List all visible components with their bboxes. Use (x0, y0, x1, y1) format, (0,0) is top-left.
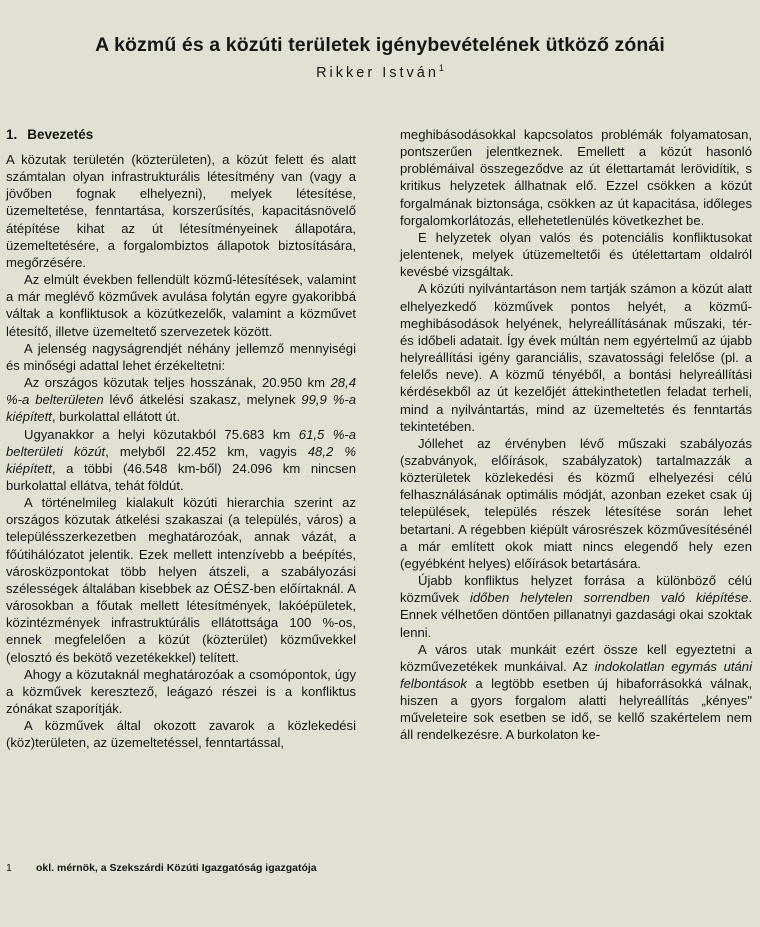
emphasized-text: 28,4 %-a belterületen (6, 375, 356, 408)
paragraph (6, 494, 356, 666)
text-run: lévő átkelési szakasz, melynek (103, 392, 302, 408)
text-run: Az elmúlt években fellendült közmű-létesítések, valamint a már meglévő közművek avulása folytán egyre gyakoribbá váltak a konfliktusok a közútkezelők, valamint a közművet létesítő, illetve üzemeltető szervezetek között. (6, 272, 356, 339)
text-run: Az országos közutak teljes hosszának, 20.950 km (24, 375, 331, 391)
footnote-text: okl. mérnök, a Szekszárdi Közúti Igazgatóság igazgatója (36, 862, 317, 874)
paragraph (400, 280, 752, 434)
paragraph (6, 151, 356, 271)
text-run: , melyből 22.452 km, vagyis (105, 443, 308, 459)
left-column (6, 151, 356, 751)
text-run: a legtöbb esetben új hibaforrásokká válnak, hiszen a gyors forgalom alatti helyreállítás „kényes" műveleteire sok esetben se idő, se kellő szakértelem nem áll rendelkezésre. A burkolaton ke- (400, 676, 752, 743)
text-run: . Ennek vélhetően döntően pillanatnyi gazdasági okai szoktak lenni. (400, 590, 752, 640)
text-run: , a többi (46.548 km-ből) 24.096 km nincsen burkolattal ellátva, tehát földút. (6, 460, 356, 493)
emphasized-text: időben helytelen sorrendben való kiépítése (469, 590, 749, 606)
text-run: Ugyanakkor a helyi közutakból 75.683 km (24, 426, 299, 442)
paragraph (400, 572, 752, 641)
text-run: A közművek által okozott zavarok a közlekedési (köz)területen, az üzemeltetéssel, fenntartással, (6, 718, 356, 751)
text-run: E helyzetek olyan valós és potenciális konfliktusokat jelentenek, melyek útüzemeltetői és útélettartam oldalról kevésbé vizsgáltak. (400, 229, 752, 280)
paragraph (400, 641, 752, 744)
paragraph (6, 666, 356, 717)
text-run: Ahogy a közutaknál meghatározóak a csomópontok, úgy a közművek keresztező, leágazó részei is a konfliktus zónákat szaporítják. (6, 666, 356, 716)
section-title: Bevezetés (27, 127, 94, 142)
paragraph (6, 426, 356, 495)
footnote-marker: 1 (438, 63, 444, 73)
footnote-number: 1 (6, 862, 12, 874)
text-run: , burkolattal ellátott út. (51, 409, 180, 425)
section-number: 1. (6, 127, 18, 142)
text-run: A közúti nyilvántartáson nem tartják számon a közút alatt elhelyezkedő közművek pontos helyét, a közmű-meghibásodások helyének, helyreállításának műszaki, tér- és időbeli adatait. Így évek múltán nem egyértelmű az újabb helyreállítási igény garanciális, szavatossági felelőse (pl. a felelős neve). A közmű tényéből, a bontási helyreállítási kérdésekből az út kezelőjét áttekinthetetlen feladat terheli, mind a nyilvántartás, mind az üzemeltetés és fenntartás tekintetében. (400, 281, 752, 434)
author-name: Rikker István (316, 65, 439, 81)
emphasized-text: 48,2 % kiépített (6, 443, 357, 476)
author-line (0, 63, 760, 81)
paragraph (6, 271, 356, 340)
footnote (6, 862, 366, 874)
text-run: A jelenség nagyságrendjét néhány jellemző mennyiségi és minőségi adattal lehet érzékeltetni: (6, 340, 356, 373)
paragraph (400, 435, 752, 572)
paragraph (6, 340, 356, 374)
right-column (400, 126, 752, 744)
article-title: A közmű és a közúti területek igénybevételének ütköző zónái (95, 34, 665, 56)
text-run: Újabb konfliktus helyzet forrása a különböző célú közművek (400, 573, 752, 606)
emphasized-text: indokolatlan egymás utáni felbontások (400, 658, 753, 691)
emphasized-text: 61,5 %-a belterületi közút (6, 426, 356, 459)
paragraph (6, 374, 356, 425)
text-run: A város utak munkáit ezért össze kell egyeztetni a közművezetékek munkáival. Az (400, 641, 752, 674)
paragraph (400, 229, 752, 280)
text-run: meghibásodásokkal kapcsolatos problémák folyamatosan, pontszerűen jelentkeznek. Emellett a közút hasonló problémáival összegeződve az út élettartamát lerövidítik, s kritikus helyzetek állhatnak elő. Ezzel csökken a közút forgalmának biztonsága, csökken az út kapacitása, időleges forgalomkorlátozás, ellehetetlenülés következhet be. (400, 127, 752, 228)
emphasized-text: 99,9 %-a kiépített (6, 392, 356, 425)
paragraph (400, 126, 752, 229)
text-run: Jóllehet az érvényben lévő műszaki szabályozás (szabványok, előírások, szabályzatok) tartalmazzák a közterületek közlekedési és közmű elhelyezési célú felhasználásának optimális módját, azonban ezeket csak új települések, település részek létesítése során lehet betartani. A régebben kiépült városrészek közművesítésénél a már említett okok miatt nincs elegendő hely ezen (egyébként helyes) előírások betartására. (400, 435, 752, 571)
text-run: A történelmileg kialakult közúti hierarchia szerint az országos közutak átkelési szakaszai (a település, város) a településszerkezetben meghatározóak, annak vázát, a főútihálózatot jelentik. Ezek mellett intenzívebb a beépítés, városközpontokat több helyen átszeli, a szabályozási szélességek általában kisebbek az OÉSZ-ben előírtaknál. A városokban a főutak mellett létesítmények, lakóépületek, közintézmények infrastruktúrális ellátottsága 100 %-os, ennek megfelelően a közút (közterület) közművekkel (elosztó és bekötő vezetékekkel) telített. (6, 495, 356, 665)
section-heading (6, 127, 93, 142)
text-run: A közutak területén (közterületen), a közút felett és alatt számtalan olyan infrastrukturális létesítmény van (vagy a jövőben fognak elhelyezni), melyek létesítése, üzemeltetése, fenntartása, korszerűsítés, kapacitásnövelő átépítése kihat az út létesítményeinek állapotára, üzemeltetésére, a forgalombiztos állapotok biztosítására, megőrzésére. (6, 152, 356, 270)
paragraph (6, 717, 356, 751)
